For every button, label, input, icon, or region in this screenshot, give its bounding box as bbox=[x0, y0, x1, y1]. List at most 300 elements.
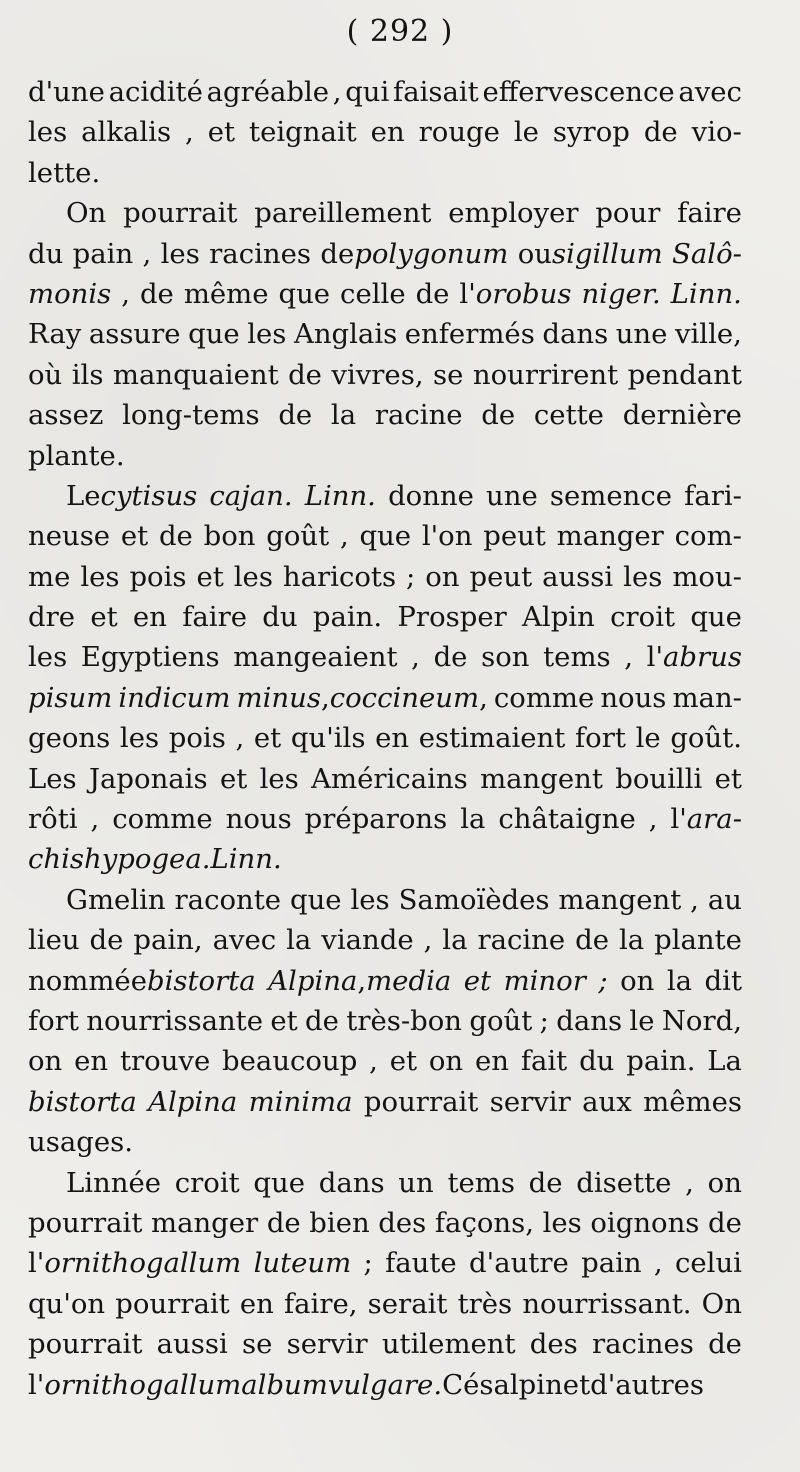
word: de bbox=[139, 277, 174, 310]
text-line bbox=[28, 1122, 742, 1162]
word: trouve bbox=[119, 1045, 211, 1078]
text-line bbox=[28, 112, 742, 152]
word: pois bbox=[168, 722, 226, 755]
word: faire, bbox=[283, 1287, 358, 1320]
joined-word bbox=[357, 965, 451, 997]
word: agréable bbox=[206, 76, 330, 108]
word: goût bbox=[469, 1004, 533, 1037]
joined-word bbox=[647, 637, 742, 677]
word: du bbox=[262, 601, 298, 634]
italic-word: pisum bbox=[28, 681, 113, 714]
word: pain bbox=[72, 237, 134, 270]
italic-word: ara- bbox=[686, 803, 742, 836]
word: que bbox=[690, 601, 742, 634]
italic-word: Linn. bbox=[670, 277, 742, 310]
word: racine bbox=[374, 399, 463, 432]
text-line bbox=[28, 920, 742, 960]
word: l' bbox=[646, 641, 664, 674]
word: qu'ils bbox=[290, 722, 366, 755]
word: Alpin bbox=[522, 601, 595, 634]
italic-word: Linn. bbox=[304, 479, 376, 512]
word: qui bbox=[345, 76, 390, 108]
italic-word: ornithogallum bbox=[44, 1368, 242, 1401]
word: racine bbox=[477, 924, 566, 957]
word: celui bbox=[674, 1247, 742, 1280]
word: de bbox=[708, 1328, 742, 1361]
word: la bbox=[286, 924, 312, 957]
word: ville, bbox=[674, 318, 742, 351]
word: pois bbox=[129, 560, 187, 593]
word: se bbox=[433, 358, 464, 391]
word: que bbox=[278, 277, 331, 310]
word: une bbox=[486, 479, 538, 512]
joined-word bbox=[66, 476, 197, 516]
word: , bbox=[320, 681, 330, 714]
word: assez bbox=[28, 399, 104, 432]
word: le bbox=[513, 116, 539, 149]
word: très-bon bbox=[346, 1004, 463, 1037]
italic-word: bistorta bbox=[146, 964, 256, 997]
word: , bbox=[369, 1045, 378, 1078]
word: acidité bbox=[108, 76, 203, 108]
italic-word: et bbox=[463, 964, 492, 997]
word: mêmes bbox=[643, 1085, 742, 1118]
word: de bbox=[266, 1206, 301, 1239]
text-line bbox=[28, 153, 742, 193]
joined-word bbox=[321, 682, 488, 714]
word: croit bbox=[610, 601, 676, 634]
word: servir bbox=[286, 1328, 368, 1361]
word: Ray bbox=[28, 318, 82, 351]
text-line bbox=[28, 799, 742, 839]
word: l' bbox=[459, 277, 476, 310]
word: pourrait bbox=[115, 1287, 230, 1320]
word: assure bbox=[88, 318, 181, 351]
word: on bbox=[707, 1166, 742, 1199]
word: Samoïèdes bbox=[398, 883, 550, 916]
text-line bbox=[28, 557, 742, 597]
joined-word bbox=[518, 234, 663, 274]
joined-word bbox=[237, 678, 488, 718]
word: pain, bbox=[133, 924, 203, 957]
word: , bbox=[648, 803, 658, 836]
word: donne bbox=[388, 479, 474, 512]
word: qu'on bbox=[28, 1287, 106, 1320]
word: châtaigne bbox=[498, 803, 636, 836]
italic-word: monis bbox=[28, 277, 112, 310]
word: , bbox=[185, 116, 194, 149]
text-line bbox=[28, 193, 742, 233]
word: pourrait bbox=[363, 1085, 479, 1118]
word: de bbox=[481, 399, 516, 432]
word: préparons bbox=[304, 803, 448, 836]
word: d'autre bbox=[469, 1247, 569, 1280]
word: long-tems bbox=[122, 399, 260, 432]
word: des bbox=[529, 1328, 578, 1361]
joined-word bbox=[28, 961, 256, 1001]
word: manger bbox=[151, 1206, 259, 1239]
word: enfermés bbox=[404, 318, 535, 351]
word: aussi bbox=[156, 1328, 228, 1361]
joined-word bbox=[268, 961, 451, 1001]
word: lieu bbox=[28, 924, 80, 957]
word: goût. bbox=[670, 722, 742, 755]
text-line bbox=[28, 476, 742, 516]
word: de bbox=[305, 1004, 339, 1037]
text-line bbox=[28, 1365, 742, 1405]
text-line bbox=[28, 1324, 742, 1364]
word: vivres, bbox=[331, 358, 424, 391]
word: , bbox=[479, 681, 488, 714]
italic-word: minima bbox=[248, 1085, 353, 1118]
word: , bbox=[121, 277, 130, 310]
italic-word: coccineum bbox=[329, 681, 480, 714]
word: syrop bbox=[552, 116, 630, 149]
word: que bbox=[359, 520, 412, 553]
word: même bbox=[183, 277, 269, 310]
word: Egyptiens bbox=[80, 641, 220, 674]
word: que bbox=[253, 1166, 306, 1199]
italic-word: orobus bbox=[475, 277, 572, 310]
word: Les bbox=[28, 762, 77, 795]
word: comme bbox=[493, 681, 595, 714]
word: en bbox=[474, 1045, 509, 1078]
word: , bbox=[357, 964, 367, 997]
word: et bbox=[196, 560, 224, 593]
italic-word: media bbox=[366, 964, 452, 997]
word: raconte bbox=[174, 883, 282, 916]
word: croit bbox=[174, 1166, 240, 1199]
word: fari- bbox=[684, 479, 742, 512]
word: du bbox=[28, 237, 64, 270]
word: usages. bbox=[28, 1126, 133, 1159]
word: comme bbox=[112, 803, 213, 836]
word: alkalis bbox=[81, 116, 172, 149]
word: faisait bbox=[393, 76, 479, 108]
word: se bbox=[241, 1328, 273, 1361]
italic-word: ; bbox=[598, 964, 608, 997]
word: on bbox=[28, 1045, 63, 1078]
italic-word: luteum bbox=[253, 1247, 352, 1280]
italic-word: hypogea. bbox=[84, 843, 211, 876]
word: serait bbox=[367, 1287, 448, 1320]
word: plante bbox=[654, 924, 742, 957]
word: de bbox=[89, 924, 124, 957]
text-line bbox=[28, 395, 742, 435]
word: racines bbox=[209, 237, 311, 270]
word: ; bbox=[539, 1004, 549, 1037]
italic-word: cajan. bbox=[209, 479, 293, 512]
word: pain. bbox=[626, 1045, 696, 1078]
word: de bbox=[708, 1206, 742, 1239]
text-line bbox=[28, 234, 742, 274]
word: goût bbox=[266, 520, 330, 553]
word: Césalpin bbox=[442, 1368, 563, 1401]
word: nourrirent bbox=[472, 358, 619, 391]
word: neuse bbox=[28, 520, 111, 553]
word: l' bbox=[28, 1368, 45, 1401]
word: dre bbox=[28, 601, 76, 634]
text-line bbox=[28, 961, 742, 1001]
word: du bbox=[579, 1045, 615, 1078]
word: , bbox=[339, 520, 349, 553]
word: man- bbox=[672, 681, 742, 714]
word: viande bbox=[321, 924, 414, 957]
word: peut bbox=[483, 520, 546, 553]
word: pourrait bbox=[123, 197, 238, 230]
italic-word: Salô- bbox=[672, 237, 742, 270]
text-line bbox=[28, 1203, 742, 1243]
word: et bbox=[562, 1368, 591, 1401]
text-line bbox=[28, 355, 742, 395]
word: disette bbox=[576, 1166, 672, 1199]
word: fait bbox=[520, 1045, 568, 1078]
word: de bbox=[528, 1166, 563, 1199]
word: de bbox=[643, 116, 678, 149]
italic-word: minor bbox=[503, 964, 586, 997]
word: peut bbox=[469, 560, 533, 593]
word: aussi bbox=[542, 560, 614, 593]
word: mangent bbox=[480, 762, 603, 795]
italic-word: cytisus bbox=[100, 479, 198, 512]
word: la bbox=[618, 924, 645, 957]
word: une bbox=[615, 318, 668, 351]
text-line bbox=[28, 72, 742, 112]
word: faute bbox=[385, 1247, 457, 1280]
word: plante. bbox=[28, 439, 125, 472]
word: en bbox=[370, 116, 405, 149]
word: la bbox=[330, 399, 357, 432]
word: la bbox=[442, 924, 468, 957]
word: et bbox=[219, 762, 248, 795]
text-line bbox=[28, 839, 742, 879]
text-line bbox=[28, 718, 742, 758]
word: fort bbox=[574, 722, 626, 755]
text-line bbox=[28, 1001, 742, 1041]
word: haricots bbox=[282, 560, 397, 593]
word: me bbox=[28, 560, 71, 593]
italic-word: Alpina bbox=[148, 1085, 238, 1118]
word: avec bbox=[678, 76, 742, 108]
word: et bbox=[253, 722, 282, 755]
word: les bbox=[623, 560, 663, 593]
word: où bbox=[28, 358, 63, 391]
word: faire bbox=[182, 601, 247, 634]
word: les bbox=[350, 883, 390, 916]
word: , bbox=[411, 641, 420, 674]
word: nous bbox=[600, 681, 667, 714]
word: manger bbox=[556, 520, 664, 553]
italic-word: album bbox=[241, 1368, 328, 1401]
word: , bbox=[624, 641, 634, 674]
word: de bbox=[433, 641, 468, 674]
word: , bbox=[90, 803, 100, 836]
word: très bbox=[457, 1287, 513, 1320]
word: bouilli bbox=[615, 762, 703, 795]
word: servir bbox=[489, 1085, 571, 1118]
text-line bbox=[28, 1041, 742, 1081]
word: racines bbox=[592, 1328, 694, 1361]
word: les bbox=[247, 318, 287, 351]
word: mou- bbox=[672, 560, 742, 593]
word: Linnée bbox=[66, 1166, 162, 1199]
italic-word: chis bbox=[28, 843, 85, 876]
italic-word: polygonum bbox=[354, 237, 509, 270]
word: dit bbox=[704, 964, 742, 997]
word: , bbox=[142, 237, 152, 270]
word: La bbox=[707, 1045, 742, 1078]
word: cette bbox=[533, 399, 604, 432]
text-line bbox=[28, 1082, 742, 1122]
word: des bbox=[378, 1206, 427, 1239]
word: nourrissant. bbox=[522, 1287, 692, 1320]
italic-word: minus bbox=[236, 681, 321, 714]
joined-word bbox=[28, 1365, 241, 1405]
word: de bbox=[415, 277, 450, 310]
word: , bbox=[235, 722, 245, 755]
word: on bbox=[620, 964, 655, 997]
italic-word: abrus bbox=[663, 641, 742, 674]
text-line bbox=[28, 1163, 742, 1203]
word: pain. bbox=[312, 601, 383, 634]
word: les bbox=[233, 560, 273, 593]
word: ; bbox=[363, 1247, 373, 1280]
word: pendant bbox=[627, 358, 742, 391]
italic-word: Linn. bbox=[210, 843, 282, 876]
italic-word: indicum bbox=[118, 681, 231, 714]
word: rouge bbox=[418, 116, 500, 149]
word: ; bbox=[406, 560, 416, 593]
word: et bbox=[90, 601, 118, 634]
word: nous bbox=[225, 803, 292, 836]
word: Gmelin bbox=[66, 883, 166, 916]
word: bien bbox=[309, 1206, 370, 1239]
word: vio- bbox=[691, 116, 742, 149]
word: de bbox=[320, 237, 355, 270]
text-line bbox=[28, 314, 742, 354]
word: les bbox=[542, 1206, 582, 1239]
word: pain bbox=[581, 1247, 642, 1280]
word: le bbox=[629, 1004, 655, 1037]
word: la bbox=[460, 803, 486, 836]
word: Le bbox=[66, 479, 101, 512]
word: et bbox=[120, 520, 149, 553]
word: teignait bbox=[249, 116, 357, 149]
word: employer bbox=[448, 197, 579, 230]
word: que bbox=[188, 318, 240, 351]
word: , bbox=[685, 1166, 694, 1199]
joined-word bbox=[330, 682, 488, 714]
word: mangeaient bbox=[233, 641, 398, 674]
word: tems bbox=[543, 641, 611, 674]
word: d'autres bbox=[590, 1368, 704, 1401]
word: Japonais bbox=[89, 762, 208, 795]
word: les bbox=[119, 722, 160, 755]
word: bon bbox=[203, 520, 256, 553]
italic-word: vulgare. bbox=[327, 1368, 443, 1401]
word: , bbox=[332, 76, 342, 108]
word: , bbox=[653, 1247, 663, 1280]
word: utilement bbox=[381, 1328, 516, 1361]
word: fort bbox=[28, 1004, 79, 1037]
word: de bbox=[575, 924, 610, 957]
word: Prosper bbox=[397, 601, 507, 634]
word: pareillement bbox=[254, 197, 432, 230]
word: Nord, bbox=[661, 1004, 742, 1037]
word: pourrait bbox=[28, 1328, 143, 1361]
word: de bbox=[288, 358, 322, 391]
word: , bbox=[423, 924, 433, 957]
word: de bbox=[158, 520, 193, 553]
word: les bbox=[80, 560, 120, 593]
word: en bbox=[132, 601, 167, 634]
word: celle bbox=[340, 277, 406, 310]
word: les bbox=[28, 641, 68, 674]
italic-word: niger. bbox=[581, 277, 661, 310]
word: les bbox=[160, 237, 200, 270]
word: on bbox=[425, 560, 460, 593]
word: dernière bbox=[622, 399, 742, 432]
word: d'une bbox=[28, 76, 105, 108]
word: dans bbox=[556, 1004, 623, 1037]
word: effervescence bbox=[482, 76, 675, 108]
word: On bbox=[701, 1287, 742, 1320]
word: Américains bbox=[311, 762, 468, 795]
word: un bbox=[398, 1166, 434, 1199]
word: le bbox=[635, 722, 661, 755]
word: pour bbox=[595, 197, 661, 230]
word: geons bbox=[28, 722, 111, 755]
word: au bbox=[707, 883, 742, 916]
word: de bbox=[278, 399, 313, 432]
text-line bbox=[28, 1243, 742, 1283]
word: en bbox=[239, 1287, 274, 1320]
word: pourrait bbox=[28, 1206, 143, 1239]
text-line bbox=[28, 678, 742, 718]
text-line bbox=[28, 759, 742, 799]
word: l'on bbox=[421, 520, 473, 553]
word: dans bbox=[318, 1166, 385, 1199]
word: com- bbox=[674, 520, 742, 553]
joined-word bbox=[28, 1243, 241, 1283]
word: manquaient bbox=[112, 358, 279, 391]
word: que bbox=[289, 883, 342, 916]
text-line bbox=[28, 516, 742, 556]
word: avec bbox=[212, 924, 277, 957]
word: tems bbox=[447, 1166, 515, 1199]
word: mangent bbox=[558, 883, 682, 916]
word: on bbox=[428, 1045, 464, 1078]
italic-word: sigillum bbox=[552, 237, 663, 270]
word: nommée bbox=[28, 964, 147, 997]
word: les bbox=[259, 762, 299, 795]
word: estimaient bbox=[418, 722, 566, 755]
word: les bbox=[28, 116, 68, 149]
word: et bbox=[270, 1004, 298, 1037]
text-line bbox=[28, 436, 742, 476]
word: et bbox=[207, 116, 236, 149]
word: lette. bbox=[28, 156, 101, 189]
text-line bbox=[28, 274, 742, 314]
word: son bbox=[481, 641, 530, 674]
joined-word bbox=[320, 234, 508, 274]
word: l' bbox=[28, 1247, 45, 1280]
italic-word: bistorta bbox=[28, 1085, 137, 1118]
word: ils bbox=[71, 358, 104, 391]
word: Anglais bbox=[293, 318, 398, 351]
word: aux bbox=[582, 1085, 632, 1118]
word: dans bbox=[542, 318, 609, 351]
